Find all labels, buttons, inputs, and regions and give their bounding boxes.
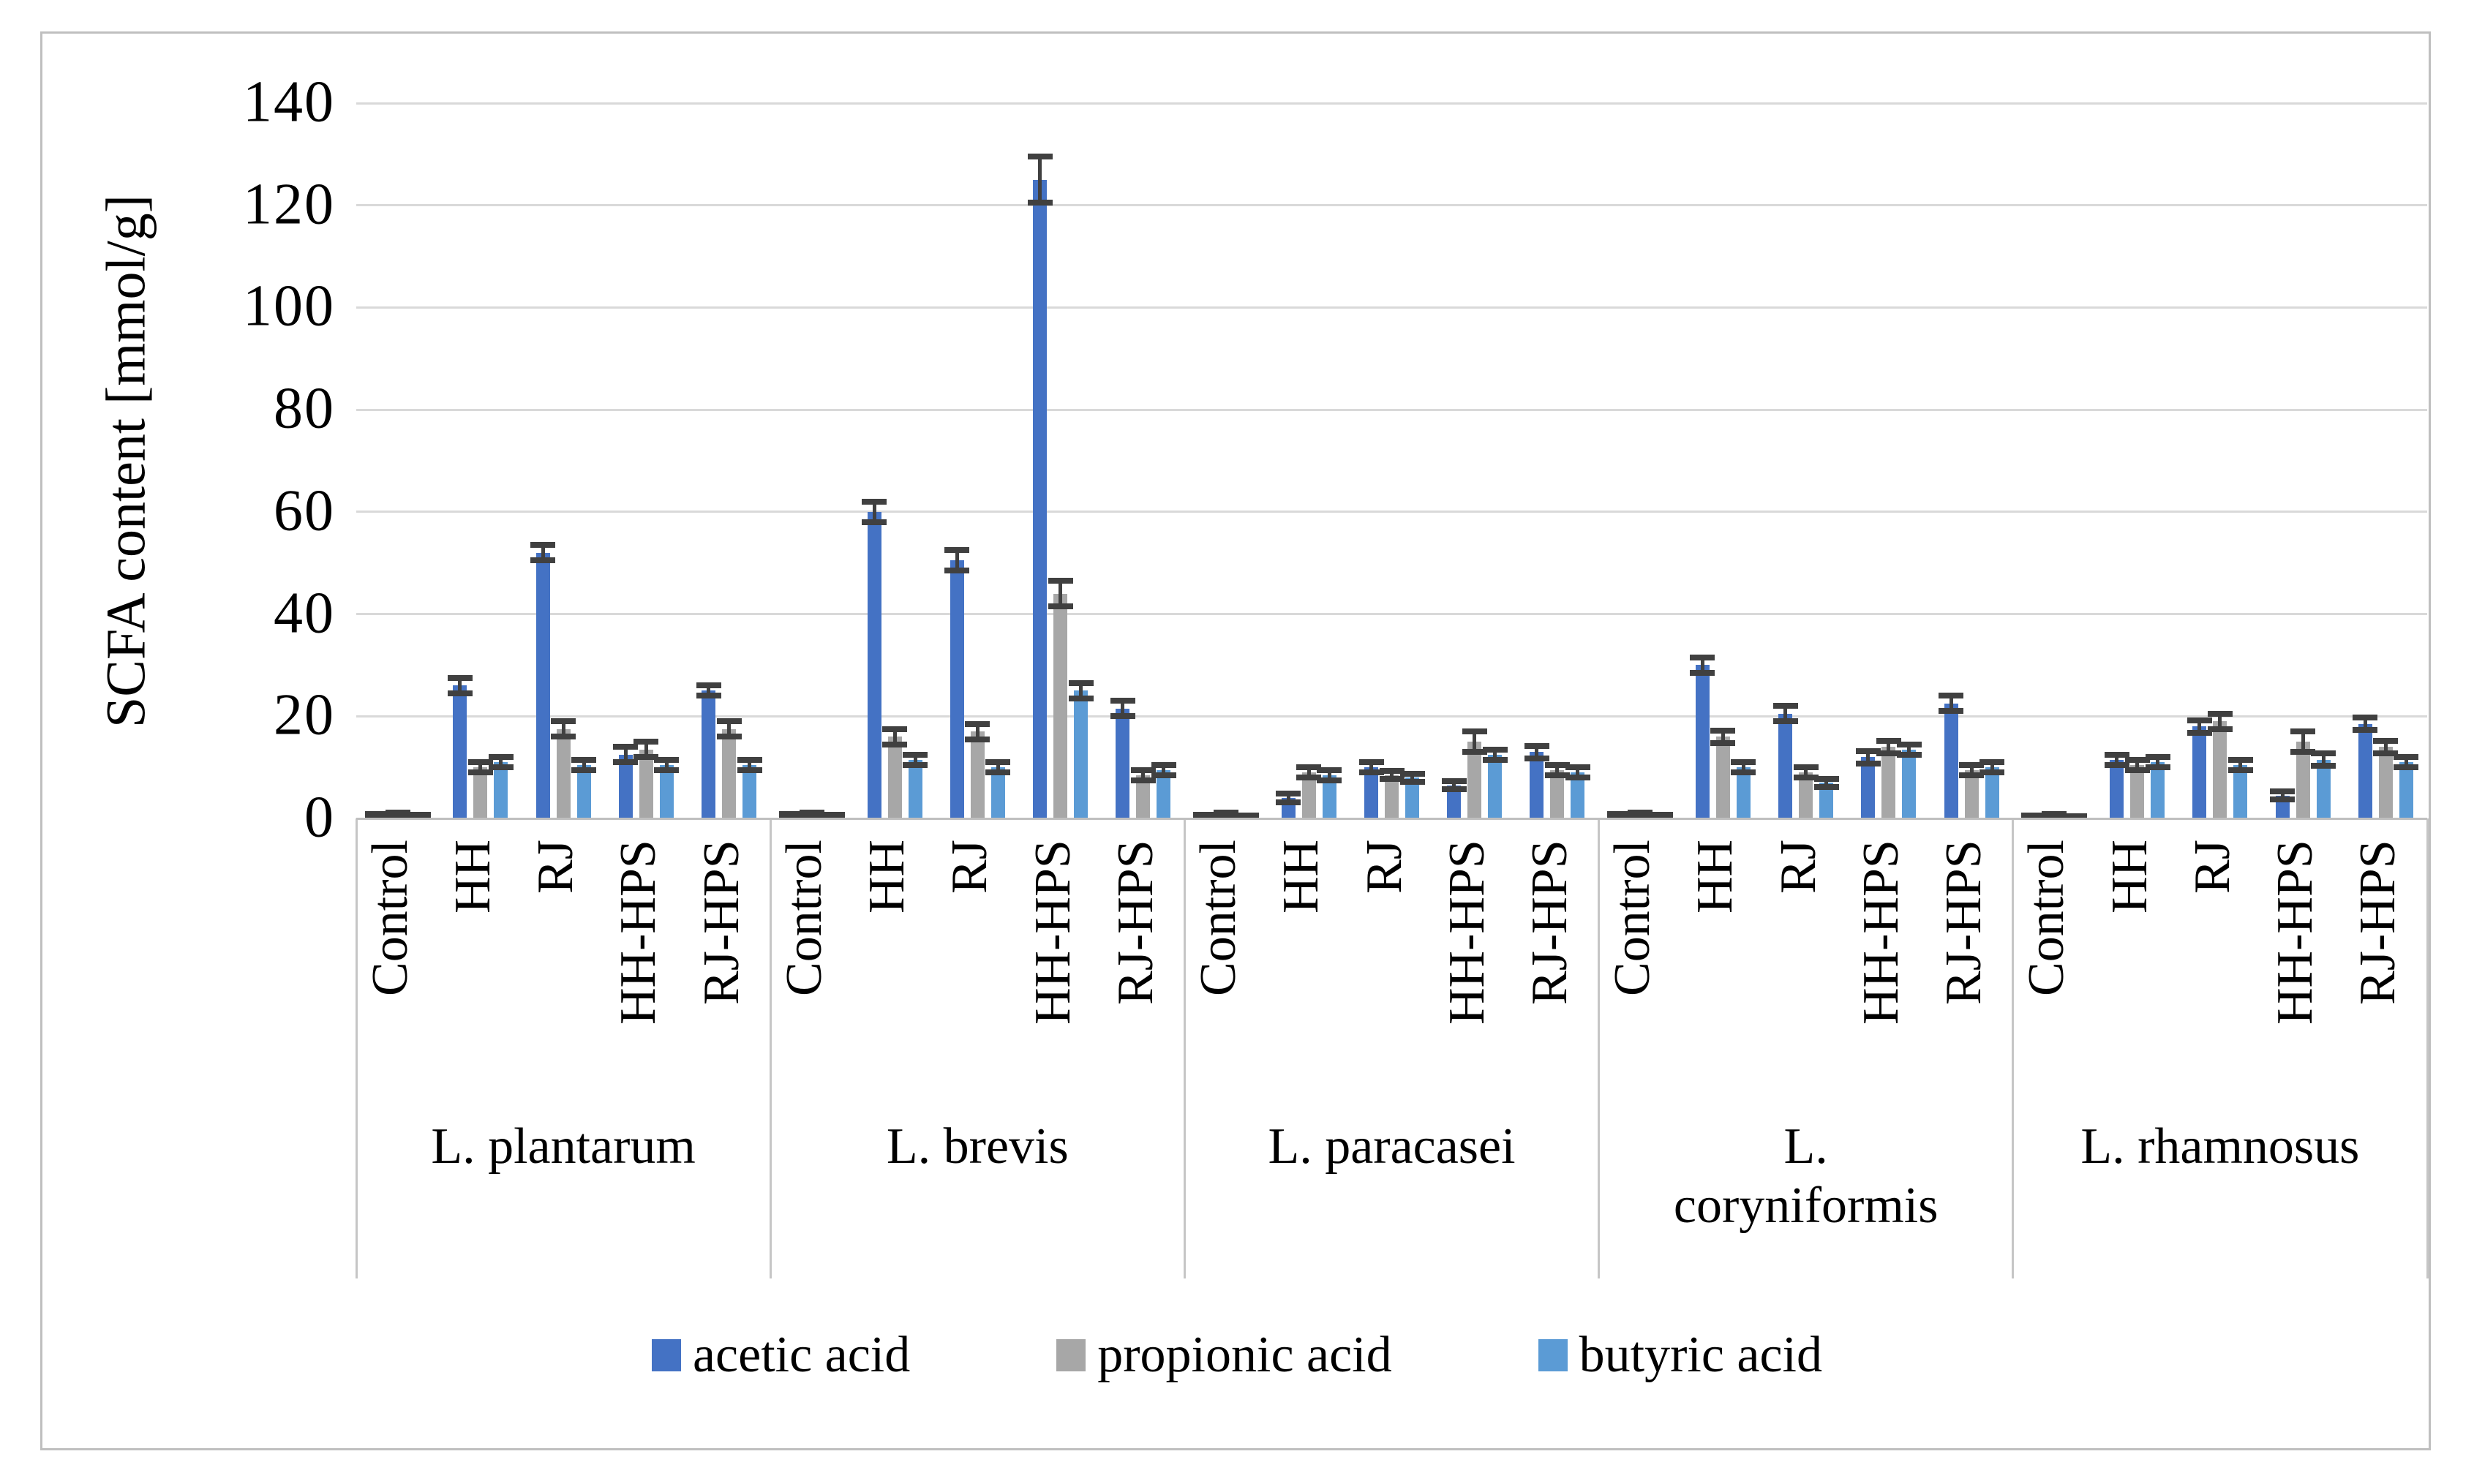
error-bar-cap-top bbox=[1069, 680, 1094, 686]
error-bar-cap-bottom bbox=[1400, 779, 1425, 785]
x-group-label: L. paracasei bbox=[1268, 1118, 1516, 1175]
bar-butyric-acid bbox=[742, 765, 756, 818]
bar-acetic-acid bbox=[1778, 714, 1792, 818]
error-bar-cap-bottom bbox=[1979, 769, 2004, 775]
error-bar-cap-bottom bbox=[1069, 696, 1094, 701]
error-bar-cap-top bbox=[2353, 715, 2377, 720]
error-bar-cap-bottom bbox=[2353, 727, 2377, 733]
error-bar-cap-top bbox=[1400, 771, 1425, 777]
error-bar-cap-top bbox=[1524, 743, 1549, 749]
error-bar-cap-bottom bbox=[882, 742, 907, 747]
error-bar-cap-bottom bbox=[2208, 726, 2233, 732]
bar-propionic-acid bbox=[557, 729, 571, 818]
bar-acetic-acid bbox=[1861, 757, 1875, 818]
error-bar-cap-top bbox=[551, 718, 576, 724]
bar-butyric-acid bbox=[2399, 762, 2413, 818]
x-category-label: HH bbox=[1687, 840, 1744, 914]
legend bbox=[44, 1315, 2430, 1396]
bar-acetic-acid bbox=[2358, 724, 2372, 818]
x-category-label: RJ bbox=[941, 840, 999, 894]
bar-propionic-acid bbox=[1053, 594, 1067, 818]
bar-acetic-acid bbox=[536, 553, 550, 818]
legend-item-propionic-acid bbox=[1056, 1327, 1392, 1383]
error-bar-cap-top bbox=[489, 754, 514, 760]
error-bar-cap-top bbox=[903, 752, 928, 758]
bar-propionic-acid bbox=[1881, 747, 1895, 818]
bar-acetic-acid bbox=[1696, 665, 1710, 818]
error-bar-cap-bottom bbox=[2228, 767, 2253, 773]
error-bar-cap-top bbox=[2187, 717, 2212, 723]
error-bar-cap-top bbox=[1565, 764, 1590, 770]
y-tick-label: 100 bbox=[243, 274, 335, 339]
error-bar-cap-bottom bbox=[1939, 708, 1963, 714]
bar-butyric-acid bbox=[2151, 762, 2165, 818]
x-category-label: Control bbox=[361, 840, 418, 996]
error-bar-cap-bottom bbox=[965, 737, 990, 742]
error-bar-cap-bottom bbox=[448, 690, 473, 696]
legend-item-butyric-acid bbox=[1538, 1327, 1822, 1383]
x-category-label: RJ-HPS bbox=[1521, 840, 1578, 1005]
error-bar-cap-top bbox=[1359, 759, 1384, 765]
group-separator bbox=[2426, 818, 2429, 1278]
x-category-label: Control bbox=[1190, 840, 1247, 996]
y-tick-label: 40 bbox=[274, 580, 335, 645]
error-bar-cap-bottom bbox=[717, 734, 742, 739]
x-category-label: HH bbox=[2101, 840, 2158, 914]
bar-acetic-acid bbox=[2192, 726, 2206, 818]
error-bar-cap-top bbox=[2394, 754, 2418, 760]
error-bar-cap-bottom bbox=[1151, 772, 1176, 778]
y-tick-label: 80 bbox=[274, 376, 335, 441]
y-gridline bbox=[356, 204, 2427, 206]
error-bar-cap-top bbox=[1897, 742, 1922, 747]
x-category-label: RJ bbox=[1770, 840, 1827, 894]
error-bar-cap-top bbox=[717, 718, 742, 724]
error-bar-cap-top bbox=[1151, 762, 1176, 768]
error-bar-cap-bottom bbox=[1276, 799, 1301, 805]
bar-butyric-acid bbox=[1074, 690, 1088, 818]
error-bar-cap-top bbox=[2290, 728, 2315, 734]
x-axis-line bbox=[356, 818, 2427, 820]
error-bar-cap-bottom bbox=[1131, 777, 1156, 783]
bar-propionic-acid bbox=[971, 731, 985, 818]
x-category-label: Control bbox=[775, 840, 832, 996]
y-gridline bbox=[356, 715, 2427, 717]
bar-propionic-acid bbox=[2213, 721, 2227, 818]
x-category-label: HH-HPS bbox=[610, 840, 667, 1025]
error-bar-cap-bottom bbox=[1028, 200, 1053, 206]
error-bar-cap-top bbox=[613, 744, 638, 750]
error-bar-cap-top bbox=[654, 757, 679, 763]
error-bar-cap-top bbox=[530, 542, 555, 548]
y-gridline bbox=[356, 102, 2427, 105]
bar-acetic-acid bbox=[1033, 180, 1047, 818]
x-category-label: HH bbox=[444, 840, 501, 914]
error-bar-cap-bottom bbox=[1317, 777, 1342, 783]
error-bar-cap-bottom bbox=[1048, 603, 1073, 609]
error-bar-cap-top bbox=[1462, 728, 1487, 734]
group-separator bbox=[1598, 818, 1600, 1278]
error-bar-cap-top bbox=[1110, 698, 1135, 704]
bar-acetic-acid bbox=[1116, 709, 1129, 818]
error-bar-cap-bottom bbox=[862, 519, 887, 525]
error-bar-cap-top bbox=[1710, 728, 1735, 734]
error-bar-cap-bottom bbox=[1710, 740, 1735, 746]
bar-propionic-acid bbox=[722, 729, 736, 818]
y-axis-title: SCFA content [mmol/g] bbox=[95, 194, 157, 728]
x-group-label: L. brevis bbox=[886, 1118, 1069, 1175]
legend-item-acetic-acid bbox=[652, 1327, 911, 1383]
error-bar-cap-bottom bbox=[1690, 670, 1715, 676]
x-category-label: HH-HPS bbox=[1852, 840, 1909, 1025]
bar-propionic-acid bbox=[1716, 737, 1730, 818]
error-bar-cap-bottom bbox=[571, 767, 596, 773]
x-group-label: L. plantarum bbox=[431, 1118, 696, 1175]
error-bar-cap-top bbox=[1483, 747, 1508, 753]
y-gridline bbox=[356, 306, 2427, 309]
error-bar-cap-top bbox=[862, 499, 887, 505]
bar-propionic-acid bbox=[2130, 765, 2144, 818]
group-separator bbox=[770, 818, 772, 1278]
bar-butyric-acid bbox=[909, 760, 922, 818]
error-bar-cap-bottom bbox=[1524, 756, 1549, 761]
error-bar-cap-bottom bbox=[696, 693, 721, 698]
error-bar-cap-top bbox=[1773, 703, 1798, 709]
error-bar-cap-bottom bbox=[1110, 713, 1135, 719]
error-bar-cap-bottom bbox=[903, 762, 928, 768]
error-bar-cap-top bbox=[1979, 759, 2004, 765]
error-bar-cap-top bbox=[1939, 693, 1963, 698]
error-bar-line bbox=[1059, 581, 1062, 606]
error-bar-cap-bottom bbox=[985, 769, 1010, 775]
error-bar-cap-top bbox=[882, 726, 907, 732]
bar-acetic-acid bbox=[702, 690, 715, 818]
error-bar-cap-top bbox=[1442, 778, 1467, 784]
group-separator bbox=[1184, 818, 1186, 1278]
x-category-label: RJ-HPS bbox=[1936, 840, 1993, 1005]
bar-butyric-acid bbox=[660, 765, 674, 818]
legend-label-butyric-acid: butyric acid bbox=[1579, 1327, 1822, 1383]
legend-swatch-propionic-acid-icon bbox=[1056, 1339, 1086, 1371]
error-bar-cap-bottom bbox=[1731, 769, 1756, 775]
error-bar-cap-bottom bbox=[2270, 796, 2295, 802]
bar-butyric-acid bbox=[1902, 750, 1916, 818]
error-bar-cap-bottom bbox=[1856, 761, 1881, 767]
error-bar-cap-bottom bbox=[2311, 763, 2336, 769]
x-group-label: L. coryniformis bbox=[1673, 1118, 1939, 1234]
group-separator bbox=[356, 818, 358, 1278]
y-gridline bbox=[356, 511, 2427, 513]
error-bar-cap-bottom bbox=[944, 568, 969, 573]
error-bar-cap-top bbox=[1276, 791, 1301, 796]
error-bar-cap-top bbox=[2373, 738, 2398, 744]
bar-acetic-acid bbox=[1944, 704, 1958, 818]
x-category-label: RJ-HPS bbox=[2350, 840, 2407, 1005]
x-category-label: Control bbox=[1604, 840, 1661, 996]
bar-propionic-acid bbox=[2379, 747, 2393, 818]
error-bar-cap-bottom bbox=[551, 734, 576, 739]
x-category-label: RJ bbox=[2184, 840, 2241, 894]
x-category-label: RJ-HPS bbox=[1107, 840, 1164, 1005]
x-category-label: HH-HPS bbox=[1024, 840, 1081, 1025]
y-tick-label: 120 bbox=[243, 172, 335, 237]
error-bar-cap-top bbox=[737, 757, 762, 763]
error-bar-cap-bottom bbox=[1565, 775, 1590, 780]
legend-swatch-butyric-acid-icon bbox=[1538, 1339, 1568, 1371]
error-bar-cap-top bbox=[571, 757, 596, 763]
legend-label-propionic-acid: propionic acid bbox=[1097, 1327, 1392, 1383]
bar-butyric-acid bbox=[577, 765, 591, 818]
x-category-label: HH bbox=[1273, 840, 1330, 914]
y-tick-label: 20 bbox=[274, 682, 335, 747]
bar-butyric-acid bbox=[494, 762, 508, 818]
bar-acetic-acid bbox=[868, 512, 881, 818]
x-group-label: L. rhamnosus bbox=[2080, 1118, 2360, 1175]
x-category-label: RJ bbox=[1356, 840, 1413, 894]
error-bar-cap-top bbox=[1814, 776, 1839, 782]
error-bar-cap-top bbox=[2208, 711, 2233, 717]
error-bar-cap-top bbox=[1690, 655, 1715, 660]
group-separator bbox=[2012, 818, 2014, 1278]
error-bar-cap-top bbox=[944, 547, 969, 553]
bar-propionic-acid bbox=[888, 737, 902, 818]
error-bar-cap-bottom bbox=[1773, 718, 1798, 724]
error-bar-cap-bottom bbox=[2394, 764, 2418, 770]
chart-border bbox=[40, 31, 2431, 1450]
y-tick-label: 60 bbox=[274, 478, 335, 543]
bar-acetic-acid bbox=[1530, 752, 1544, 818]
bar-butyric-acid bbox=[2233, 765, 2247, 818]
error-bar-line bbox=[1038, 157, 1042, 203]
error-bar-cap-bottom bbox=[654, 767, 679, 773]
x-category-label: RJ bbox=[527, 840, 584, 894]
error-bar-cap-top bbox=[1731, 759, 1756, 765]
error-bar-cap-top bbox=[1317, 767, 1342, 773]
error-bar-cap-top bbox=[2270, 788, 2295, 794]
bar-acetic-acid bbox=[950, 560, 964, 818]
error-bar-cap-bottom bbox=[737, 767, 762, 773]
error-bar-cap-bottom bbox=[530, 557, 555, 563]
legend-swatch-acetic-acid-icon bbox=[652, 1339, 681, 1371]
error-bar-cap-top bbox=[1048, 578, 1073, 584]
error-bar-cap-bottom bbox=[1897, 752, 1922, 758]
error-bar-cap-bottom bbox=[1814, 784, 1839, 790]
error-bar-cap-top bbox=[633, 739, 658, 745]
error-bar-cap-top bbox=[2228, 757, 2253, 763]
legend-label-acetic-acid: acetic acid bbox=[692, 1327, 911, 1383]
x-category-label: HH-HPS bbox=[1438, 840, 1495, 1025]
x-category-label: HH bbox=[859, 840, 916, 914]
error-bar-cap-top bbox=[985, 759, 1010, 765]
x-category-label: RJ-HPS bbox=[693, 840, 750, 1005]
error-bar-cap-bottom bbox=[2146, 764, 2170, 770]
y-tick-label: 0 bbox=[304, 785, 335, 850]
x-category-label: HH-HPS bbox=[2267, 840, 2324, 1025]
y-tick-label: 140 bbox=[243, 69, 335, 135]
error-bar-cap-bottom bbox=[613, 759, 638, 765]
bar-butyric-acid bbox=[1488, 755, 1502, 818]
error-bar-cap-top bbox=[965, 721, 990, 727]
error-bar-cap-top bbox=[2311, 750, 2336, 756]
x-category-label: Control bbox=[2018, 840, 2075, 996]
error-bar-cap-bottom bbox=[1483, 757, 1508, 763]
y-gridline bbox=[356, 613, 2427, 615]
error-bar-cap-top bbox=[696, 682, 721, 688]
y-gridline bbox=[356, 409, 2427, 411]
error-bar-cap-top bbox=[1028, 154, 1053, 159]
error-bar-cap-bottom bbox=[468, 769, 493, 775]
error-bar-cap-bottom bbox=[489, 764, 514, 770]
error-bar-cap-bottom bbox=[1442, 786, 1467, 792]
bar-acetic-acid bbox=[453, 685, 467, 818]
error-bar-cap-top bbox=[1794, 764, 1819, 770]
bar-acetic-acid bbox=[2110, 760, 2124, 818]
error-bar-cap-top bbox=[448, 675, 473, 681]
error-bar-cap-top bbox=[2146, 754, 2170, 760]
